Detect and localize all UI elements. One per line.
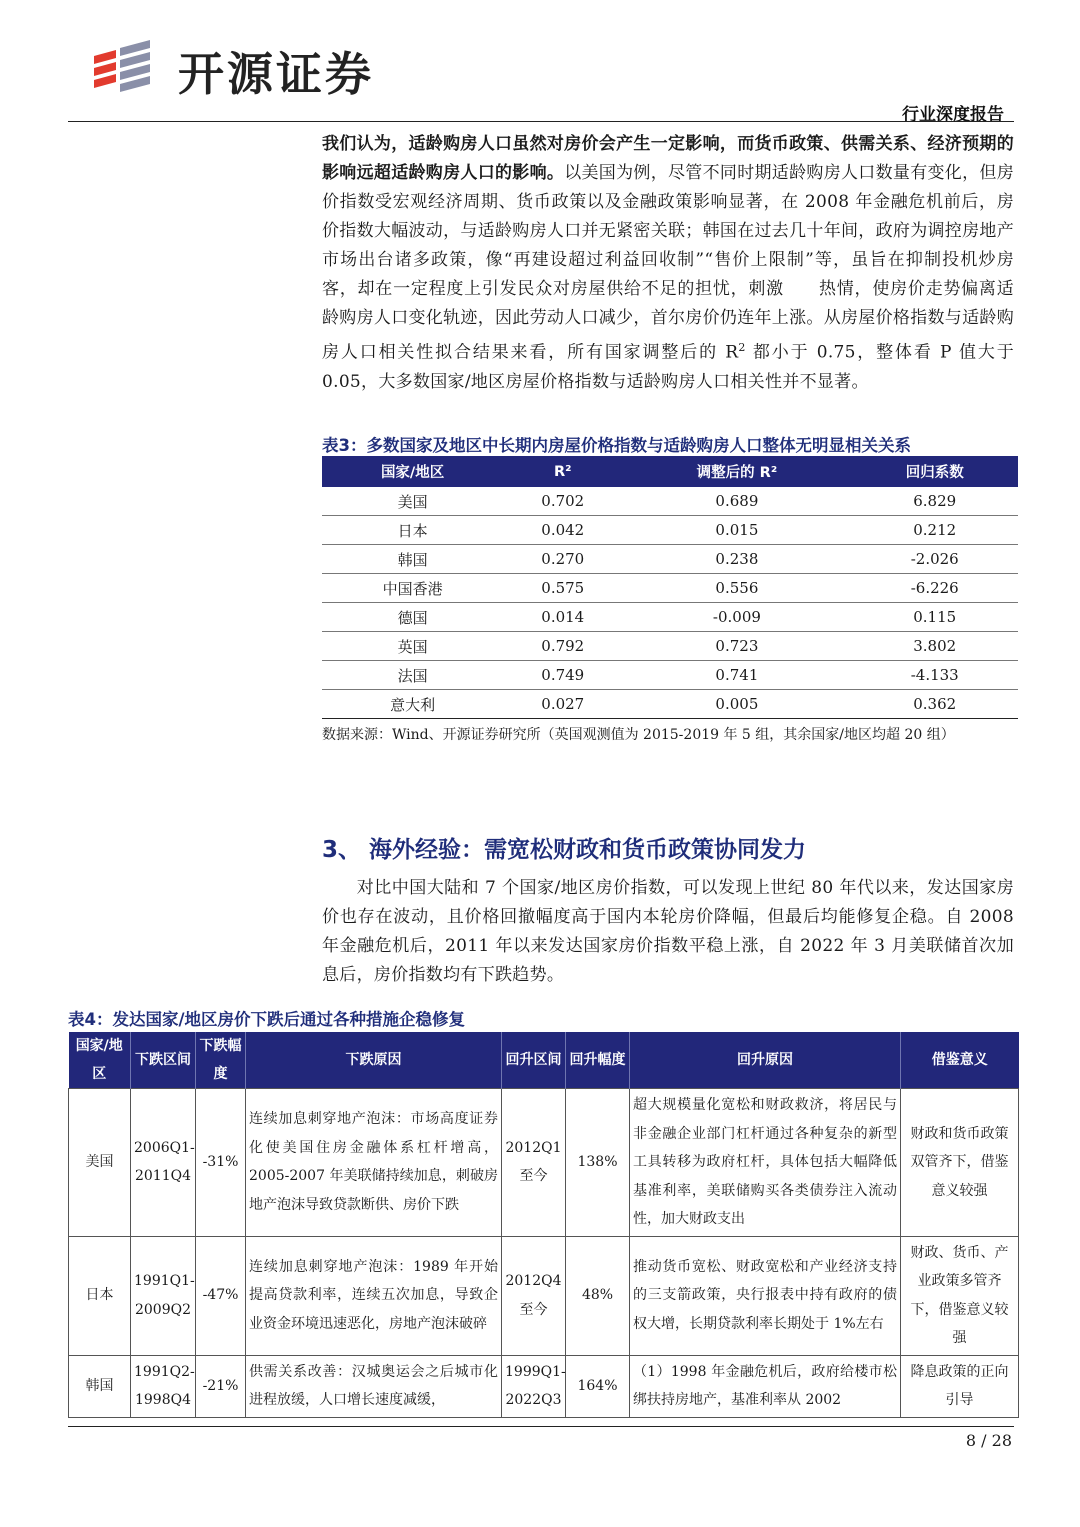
table-row [322,545,1018,574]
kaiyuan-logo-icon [90,36,162,96]
table4-header: 国家/地区 [69,1032,131,1089]
table-cell: 财政、货币、产业政策多管齐下，借鉴意义较强 [901,1236,1019,1355]
table3-source: 数据来源：Wind、开源证券研究所（英国观测值为 2015-2019 年 5 组，其余国家/地区均超 20 组） [322,727,955,743]
table-cell: -47% [196,1236,246,1355]
brand-name: 开源证券 [178,47,374,101]
table-cell: -21% [196,1355,246,1417]
table-cell: 2006Q1-2011Q4 [131,1089,196,1237]
table-cell: 0.362 [851,690,1018,719]
table-cell: -2.026 [851,545,1018,574]
table-cell: （1）1998 年金融危机后，政府给楼市松绑扶持房地产，基准利率从 2002 [630,1355,901,1417]
table4-header: 回升原因 [630,1032,901,1089]
table-cell: 164% [566,1355,630,1417]
page-number: 8 / 28 [965,1431,1012,1450]
section-paragraph [322,874,1014,990]
table-cell: 0.005 [622,690,851,719]
table4-header: 借鉴意义 [901,1032,1019,1089]
table-row [69,1089,1019,1237]
table-row [69,1236,1019,1355]
table-cell: 降息政策的正向引导 [901,1355,1019,1417]
table-cell: 日本 [322,516,503,545]
table-cell: 0.015 [622,516,851,545]
table-cell: 德国 [322,603,503,632]
table-cell: 6.829 [851,487,1018,516]
table-cell: 0.749 [503,661,622,690]
table-row [322,603,1018,632]
table-cell: 1999Q1-2022Q3 [502,1355,566,1417]
table3-caption: 表3：多数国家及地区中长期内房屋价格指数与适龄购房人口整体无明显相关关系 [322,436,911,455]
table-cell: 1991Q2-1998Q4 [131,1355,196,1417]
table3-header: 国家/地区 [322,456,503,487]
table-cell: 0.115 [851,603,1018,632]
table3 [322,456,1018,719]
table-cell: 0.042 [503,516,622,545]
table4-header: 下跌原因 [246,1032,502,1089]
section-paragraph-text: 对比中国大陆和 7 个国家/地区房价指数，可以发现上世纪 80 年代以来，发达国家房价也存在波动，且价格回撤幅度高于国内本轮房价降幅，但最后均能修复企稳。自 2008 年金融危机后，2011 年以来发达国家房价指数平稳上涨，自 2022 年 3 月美联储首次加息后，房价指数均有下跌趋势。 [322,878,1014,985]
table-cell: -6.226 [851,574,1018,603]
table-cell: -31% [196,1089,246,1237]
intro-bold-text: 我们认为，适龄购房人口虽然对房价会产生一定影响，而货币政策、供需关系、经济预期的影响远超适龄购房人口的影响。 [322,134,1014,183]
table-cell: 1991Q1-2009Q2 [131,1236,196,1355]
table-cell: 财政和货币政策双管齐下，借鉴意义较强 [901,1089,1019,1237]
table-row [322,574,1018,603]
table-cell: 韩国 [69,1355,131,1417]
table4-header: 下跌幅度 [196,1032,246,1089]
table-cell: 0.741 [622,661,851,690]
table4-header-row [69,1032,1019,1089]
table-cell: 48% [566,1236,630,1355]
page-header [0,0,1080,125]
table4-header: 下跌区间 [131,1032,196,1089]
table-cell: 0.702 [503,487,622,516]
table-cell: 意大利 [322,690,503,719]
table-row [322,661,1018,690]
table-cell: 0.270 [503,545,622,574]
table-cell: 韩国 [322,545,503,574]
table-cell: 0.014 [503,603,622,632]
table-cell: 3.802 [851,632,1018,661]
intro-superscript: 2 [738,341,746,354]
table-row [322,516,1018,545]
table-cell: 0.212 [851,516,1018,545]
table-cell: 推动货币宽松、财政宽松和产业经济支持的三支箭政策，央行报表中持有政府的债权大增，长期贷款利率长期处于 1%左右 [630,1236,901,1355]
table-cell: -0.009 [622,603,851,632]
table-cell: -4.133 [851,661,1018,690]
table-row [322,690,1018,719]
header-divider [68,121,1014,122]
table-cell: 英国 [322,632,503,661]
table-cell: 连续加息刺穿地产泡沫：市场高度证券化使美国住房金融体系杠杆增高，2005-2007 年美联储持续加息，刺破房地产泡沫导致贷款断供、房价下跌 [246,1089,502,1237]
table-cell: 0.027 [503,690,622,719]
footer-divider [68,1426,1014,1427]
table3-header: R² [503,456,622,487]
table-cell: 0.689 [622,487,851,516]
table-cell: 2012Q1至今 [502,1089,566,1237]
section-heading: 3、 海外经验：需宽松财政和货币政策协同发力 [322,837,807,863]
intro-text-c: 都小于 0.75，整体看 P 值大于 0.05，大多数国家/地区房屋价格指数与适龄购房人口相关性并不显著。 [322,342,1014,392]
table4-caption: 表4：发达国家/地区房价下跌后通过各种措施企稳修复 [68,1010,466,1029]
table3-header: 调整后的 R² [622,456,851,487]
intro-text-a: 以美国为例，尽管不同时期适龄购房人口数量有变化，但房价指数受宏观经济周期、货币政策以及金融政策影响显著，在 2008 年金融危机前后，房价指数大幅波动，与适龄购房人口并无紧密关联；韩国在过去几十年间，政府为调控房地产市场出台诸多政策，像“再建设超过利益回收制”“售价上限制”等，虽旨在抑制投机炒房客，却在一定程度上引发民众对房屋供给不足的担忧，刺激 [322,163,1015,299]
table-cell: 0.575 [503,574,622,603]
table-row [322,487,1018,516]
table-cell: 138% [566,1089,630,1237]
intro-paragraph [322,130,1014,397]
table-cell: 供需关系改善：汉城奥运会之后城市化进程放缓，人口增长速度减缓， [246,1355,502,1417]
table-cell: 超大规模量化宽松和财政救济，将居民与非金融企业部门杠杆通过各种复杂的新型工具转移为政府杠杆，具体包括大幅降低基准利率，美联储购买各类债券注入流动性，加大财政支出 [630,1089,901,1237]
table4 [68,1032,1019,1418]
table-cell: 连续加息刺穿地产泡沫：1989 年开始提高贷款利率，连续五次加息，导致企业资金环境迅速恶化，房地产泡沫破碎 [246,1236,502,1355]
table-cell: 美国 [69,1089,131,1237]
table3-header: 回归系数 [851,456,1018,487]
table-cell: 2012Q4至今 [502,1236,566,1355]
intro-text-b: 热情，使房价走势偏离适龄购房人口变化轨迹，因此劳动人口减少，首尔房价仍连年上涨。从房屋价格指数与适龄购房人口相关性拟合结果来看，所有国家调整后的 R [322,279,1014,363]
table4-header: 回升区间 [502,1032,566,1089]
table-cell: 中国香港 [322,574,503,603]
table-cell: 0.556 [622,574,851,603]
table4-header: 回升幅度 [566,1032,630,1089]
table-row [69,1355,1019,1417]
table-cell: 法国 [322,661,503,690]
report-type: 行业深度报告 [902,105,1004,125]
table-cell: 美国 [322,487,503,516]
table3-header-row [322,456,1018,487]
table-row [322,632,1018,661]
table-cell: 0.792 [503,632,622,661]
table-cell: 0.723 [622,632,851,661]
table-cell: 0.238 [622,545,851,574]
table-cell: 日本 [69,1236,131,1355]
